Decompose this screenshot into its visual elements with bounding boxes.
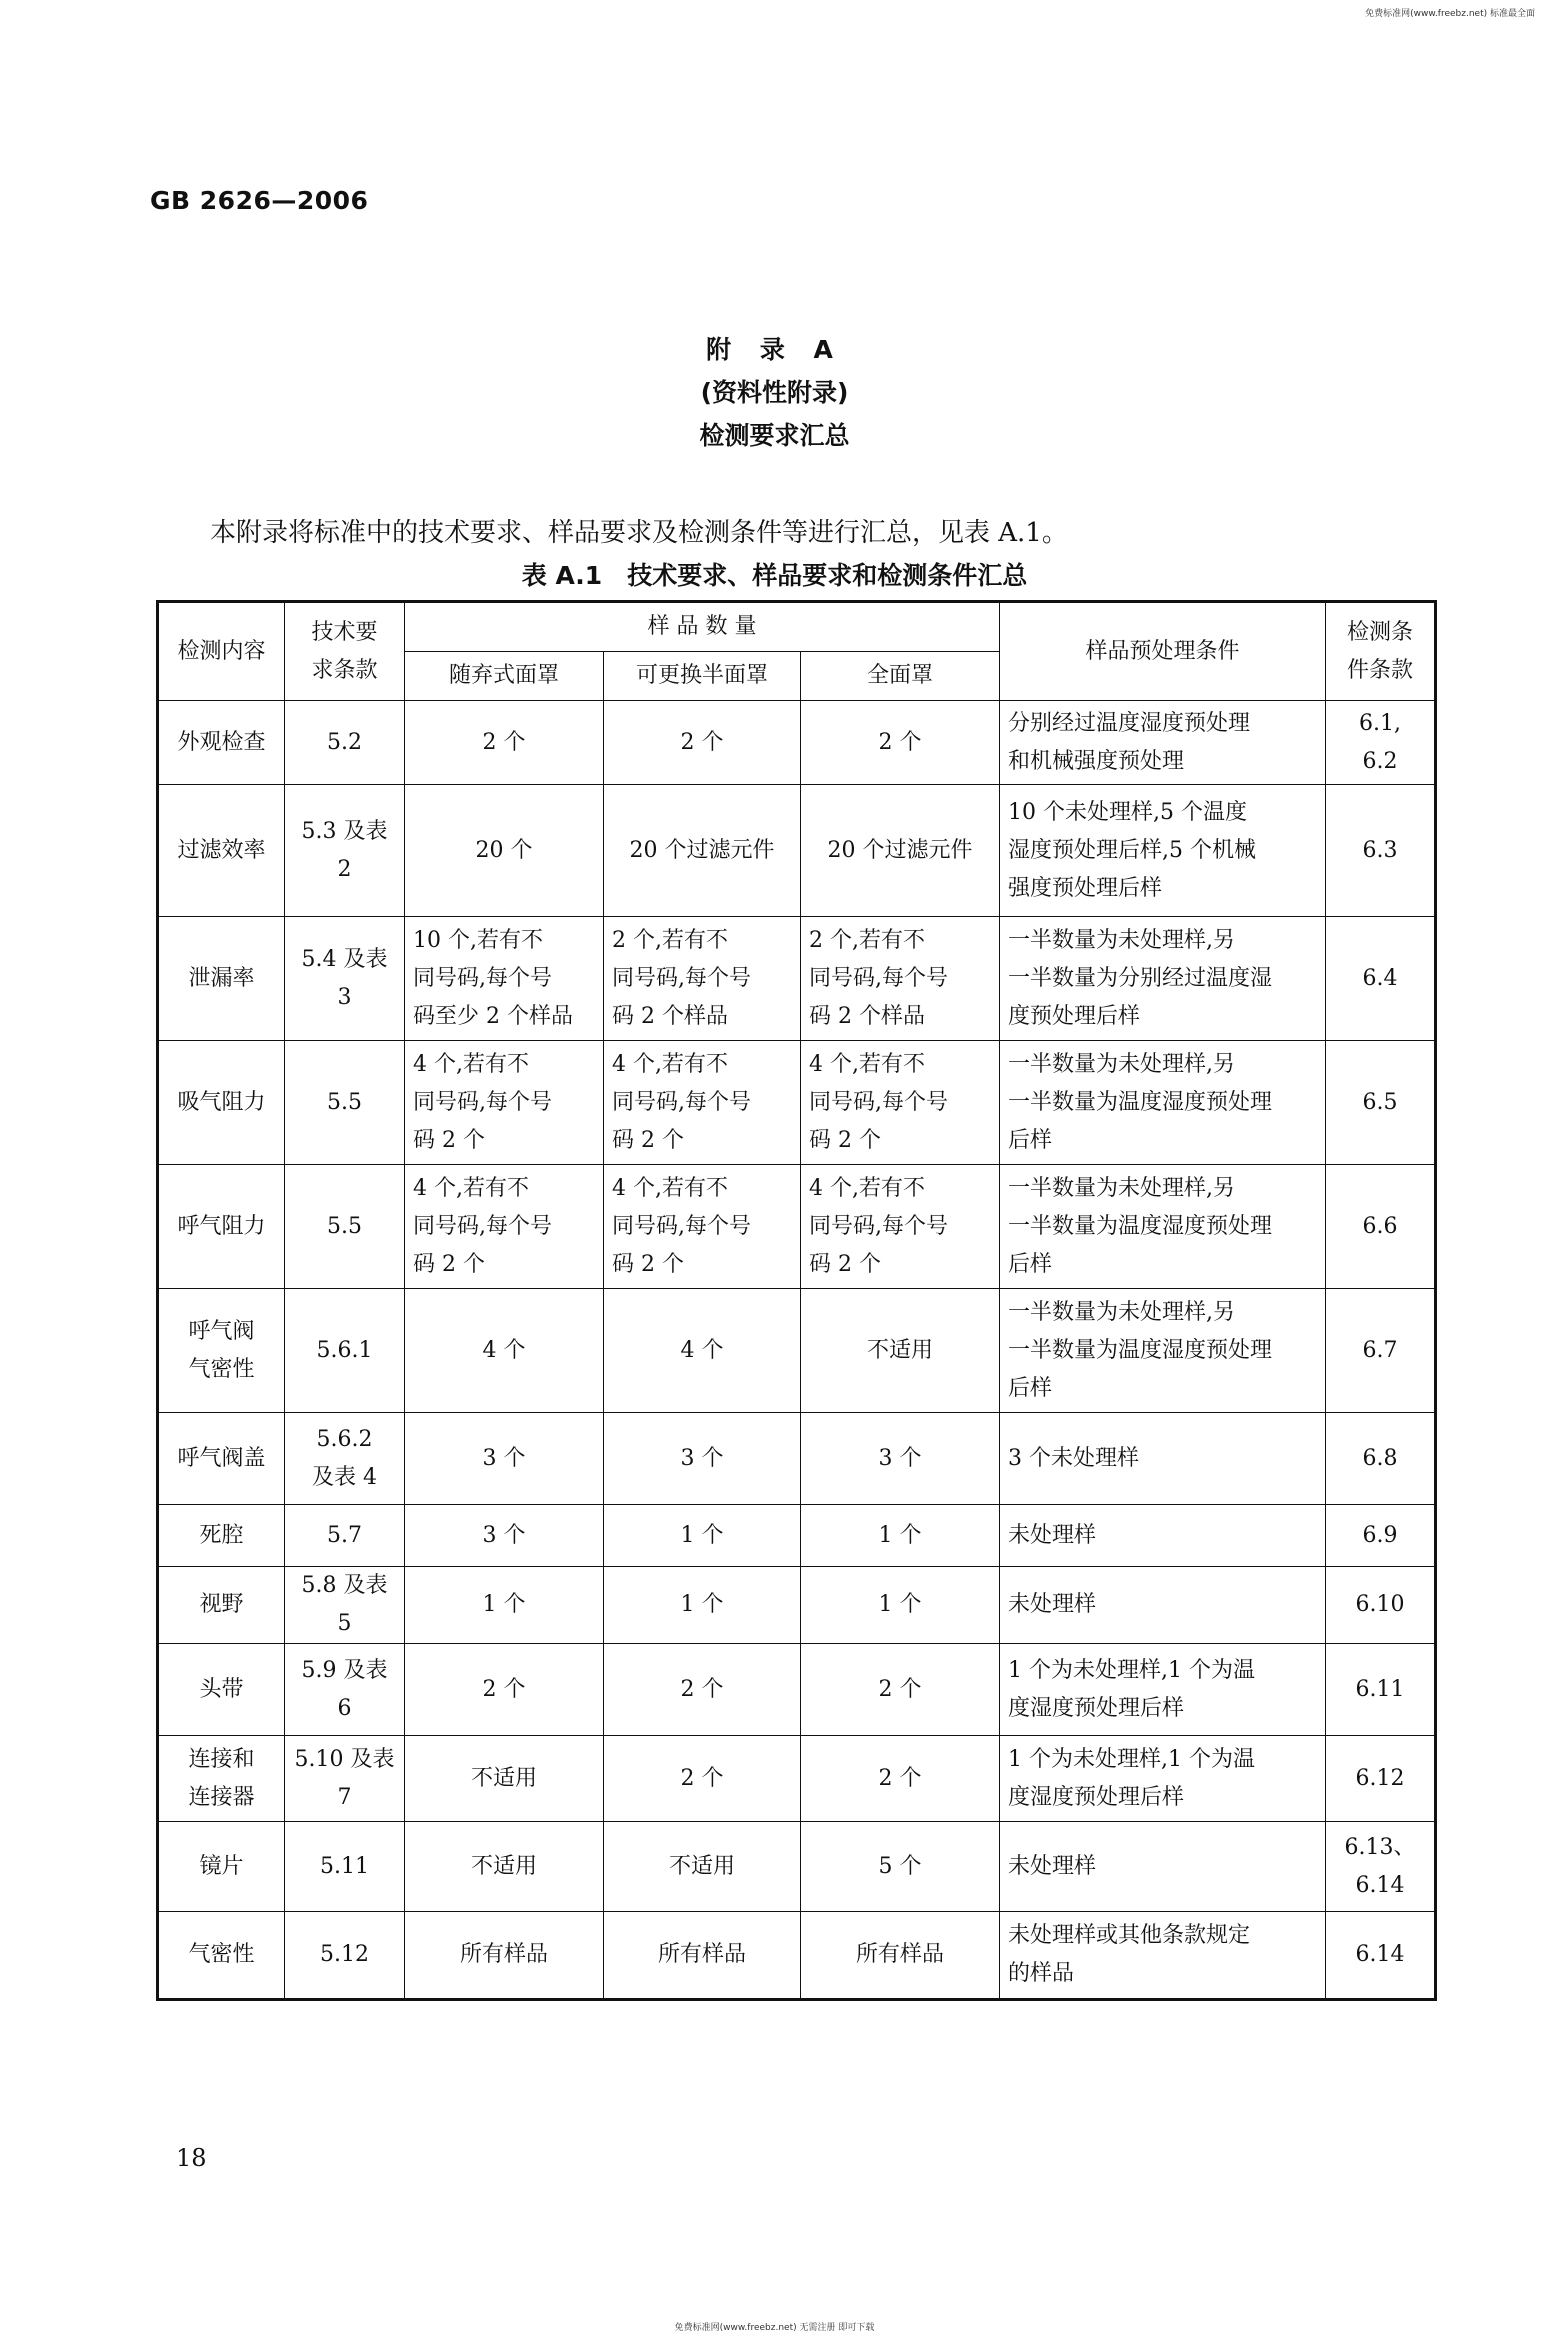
cell-content: 死腔: [158, 1505, 285, 1567]
cell-replaceable: 20 个过滤元件: [604, 785, 801, 917]
cell-full: 2 个,若有不 同号码,每个号 码 2 个样品: [801, 917, 1000, 1041]
cell-disposable: 不适用: [405, 1822, 604, 1912]
cell-disposable: 2 个: [405, 1644, 604, 1736]
cell-replaceable: 1 个: [604, 1505, 801, 1567]
cell-condition: 6.8: [1326, 1413, 1436, 1505]
cell-pretreat: 一半数量为未处理样,另 一半数量为分别经过温度湿 度预处理后样: [1000, 917, 1326, 1041]
table-row: [158, 1413, 1436, 1505]
cell-full: 所有样品: [801, 1912, 1000, 2000]
table-row: [158, 1567, 1436, 1644]
header-full: 全面罩: [801, 652, 1000, 701]
cell-content: 呼气阀 气密性: [158, 1289, 285, 1413]
cell-full: 2 个: [801, 1644, 1000, 1736]
cell-pretreat: 未处理样: [1000, 1822, 1326, 1912]
cell-replaceable: 2 个: [604, 1644, 801, 1736]
cell-replaceable: 3 个: [604, 1413, 801, 1505]
cell-disposable: 不适用: [405, 1736, 604, 1822]
cell-condition: 6.9: [1326, 1505, 1436, 1567]
cell-pretreat: 10 个未处理样,5 个温度 湿度预处理后样,5 个机械 强度预处理后样: [1000, 785, 1326, 917]
cell-content: 镜片: [158, 1822, 285, 1912]
cell-tech: 5.8 及表 5: [285, 1567, 405, 1644]
header-pretreatment: 样品预处理条件: [1000, 602, 1326, 701]
cell-pretreat: 一半数量为未处理样,另 一半数量为温度湿度预处理 后样: [1000, 1289, 1326, 1413]
header-replaceable: 可更换半面罩: [604, 652, 801, 701]
cell-condition: 6.6: [1326, 1165, 1436, 1289]
cell-condition: 6.7: [1326, 1289, 1436, 1413]
cell-content: 吸气阻力: [158, 1041, 285, 1165]
cell-pretreat: 未处理样: [1000, 1505, 1326, 1567]
header-disposable: 随弃式面罩: [405, 652, 604, 701]
cell-tech: 5.4 及表 3: [285, 917, 405, 1041]
cell-content: 连接和 连接器: [158, 1736, 285, 1822]
page-number: 18: [176, 2144, 207, 2172]
cell-tech: 5.3 及表 2: [285, 785, 405, 917]
cell-disposable: 4 个,若有不 同号码,每个号 码 2 个: [405, 1165, 604, 1289]
cell-tech: 5.6.1: [285, 1289, 405, 1413]
cell-condition: 6.13、 6.14: [1326, 1822, 1436, 1912]
cell-replaceable: 2 个: [604, 1736, 801, 1822]
header-test-condition: 检测条 件条款: [1326, 602, 1436, 701]
cell-condition: 6.12: [1326, 1736, 1436, 1822]
table-row: [158, 1165, 1436, 1289]
summary-table: [156, 600, 1437, 2001]
cell-disposable: 1 个: [405, 1567, 604, 1644]
cell-disposable: 4 个: [405, 1289, 604, 1413]
cell-disposable: 10 个,若有不 同号码,每个号 码至少 2 个样品: [405, 917, 604, 1041]
cell-content: 过滤效率: [158, 785, 285, 917]
cell-content: 呼气阻力: [158, 1165, 285, 1289]
cell-replaceable: 2 个: [604, 701, 801, 785]
cell-replaceable: 不适用: [604, 1822, 801, 1912]
table-row: [158, 1644, 1436, 1736]
cell-replaceable: 4 个,若有不 同号码,每个号 码 2 个: [604, 1165, 801, 1289]
cell-disposable: 2 个: [405, 701, 604, 785]
cell-full: 3 个: [801, 1413, 1000, 1505]
cell-full: 4 个,若有不 同号码,每个号 码 2 个: [801, 1041, 1000, 1165]
cell-tech: 5.12: [285, 1912, 405, 2000]
table-row: [158, 917, 1436, 1041]
header-content: 检测内容: [158, 602, 285, 701]
summary-table-wrapper: [156, 600, 1434, 2001]
cell-full: 4 个,若有不 同号码,每个号 码 2 个: [801, 1165, 1000, 1289]
cell-full: 1 个: [801, 1505, 1000, 1567]
cell-tech: 5.2: [285, 701, 405, 785]
cell-condition: 6.1, 6.2: [1326, 701, 1436, 785]
cell-full: 20 个过滤元件: [801, 785, 1000, 917]
cell-tech: 5.5: [285, 1041, 405, 1165]
cell-pretreat: 3 个未处理样: [1000, 1413, 1326, 1505]
cell-condition: 6.3: [1326, 785, 1436, 917]
cell-replaceable: 1 个: [604, 1567, 801, 1644]
watermark-bottom: 免费标准网(www.freebz.net) 无需注册 即可下载: [674, 2323, 875, 2333]
table-row: [158, 1289, 1436, 1413]
cell-disposable: 3 个: [405, 1505, 604, 1567]
cell-full: 2 个: [801, 701, 1000, 785]
cell-disposable: 20 个: [405, 785, 604, 917]
cell-replaceable: 所有样品: [604, 1912, 801, 2000]
cell-condition: 6.10: [1326, 1567, 1436, 1644]
cell-full: 1 个: [801, 1567, 1000, 1644]
cell-condition: 6.11: [1326, 1644, 1436, 1736]
table-row: [158, 1041, 1436, 1165]
table-row: [158, 785, 1436, 917]
cell-condition: 6.14: [1326, 1912, 1436, 2000]
table-row: [158, 701, 1436, 785]
table-row: [158, 1505, 1436, 1567]
appendix-label: 附 录 A: [706, 335, 843, 364]
cell-pretreat: 一半数量为未处理样,另 一半数量为温度湿度预处理 后样: [1000, 1165, 1326, 1289]
cell-content: 外观检查: [158, 701, 285, 785]
cell-full: 5 个: [801, 1822, 1000, 1912]
cell-content: 头带: [158, 1644, 285, 1736]
cell-tech: 5.9 及表 6: [285, 1644, 405, 1736]
cell-tech: 5.10 及表 7: [285, 1736, 405, 1822]
header-tech-clause: 技术要 求条款: [285, 602, 405, 701]
table-caption: 表 A.1 技术要求、样品要求和检测条件汇总: [521, 561, 1028, 590]
cell-pretreat: 一半数量为未处理样,另 一半数量为温度湿度预处理 后样: [1000, 1041, 1326, 1165]
cell-condition: 6.4: [1326, 917, 1436, 1041]
cell-content: 视野: [158, 1567, 285, 1644]
standard-number: GB 2626—2006: [150, 186, 369, 215]
cell-content: 泄漏率: [158, 917, 285, 1041]
cell-full: 不适用: [801, 1289, 1000, 1413]
appendix-title: 检测要求汇总: [699, 421, 850, 450]
cell-disposable: 3 个: [405, 1413, 604, 1505]
cell-replaceable: 2 个,若有不 同号码,每个号 码 2 个样品: [604, 917, 801, 1041]
table-row: [158, 1736, 1436, 1822]
intro-paragraph: 本附录将标准中的技术要求、样品要求及检测条件等进行汇总，见表 A.1。: [210, 518, 1068, 548]
cell-tech: 5.7: [285, 1505, 405, 1567]
cell-disposable: 4 个,若有不 同号码,每个号 码 2 个: [405, 1041, 604, 1165]
cell-full: 2 个: [801, 1736, 1000, 1822]
cell-content: 呼气阀盖: [158, 1413, 285, 1505]
cell-disposable: 所有样品: [405, 1912, 604, 2000]
cell-pretreat: 分别经过温度湿度预处理 和机械强度预处理: [1000, 701, 1326, 785]
cell-pretreat: 未处理样或其他条款规定 的样品: [1000, 1912, 1326, 2000]
cell-replaceable: 4 个,若有不 同号码,每个号 码 2 个: [604, 1041, 801, 1165]
appendix-type: (资料性附录): [700, 378, 849, 407]
table-row: [158, 1822, 1436, 1912]
header-sample-quantity: 样 品 数 量: [405, 602, 1000, 652]
cell-pretreat: 未处理样: [1000, 1567, 1326, 1644]
table-row: [158, 1912, 1436, 2000]
cell-content: 气密性: [158, 1912, 285, 2000]
cell-condition: 6.5: [1326, 1041, 1436, 1165]
cell-pretreat: 1 个为未处理样,1 个为温 度湿度预处理后样: [1000, 1736, 1326, 1822]
cell-tech: 5.5: [285, 1165, 405, 1289]
cell-pretreat: 1 个为未处理样,1 个为温 度湿度预处理后样: [1000, 1644, 1326, 1736]
cell-replaceable: 4 个: [604, 1289, 801, 1413]
cell-tech: 5.11: [285, 1822, 405, 1912]
cell-tech: 5.6.2 及表 4: [285, 1413, 405, 1505]
watermark-top: 免费标准网(www.freebz.net) 标准最全面: [1365, 9, 1535, 19]
